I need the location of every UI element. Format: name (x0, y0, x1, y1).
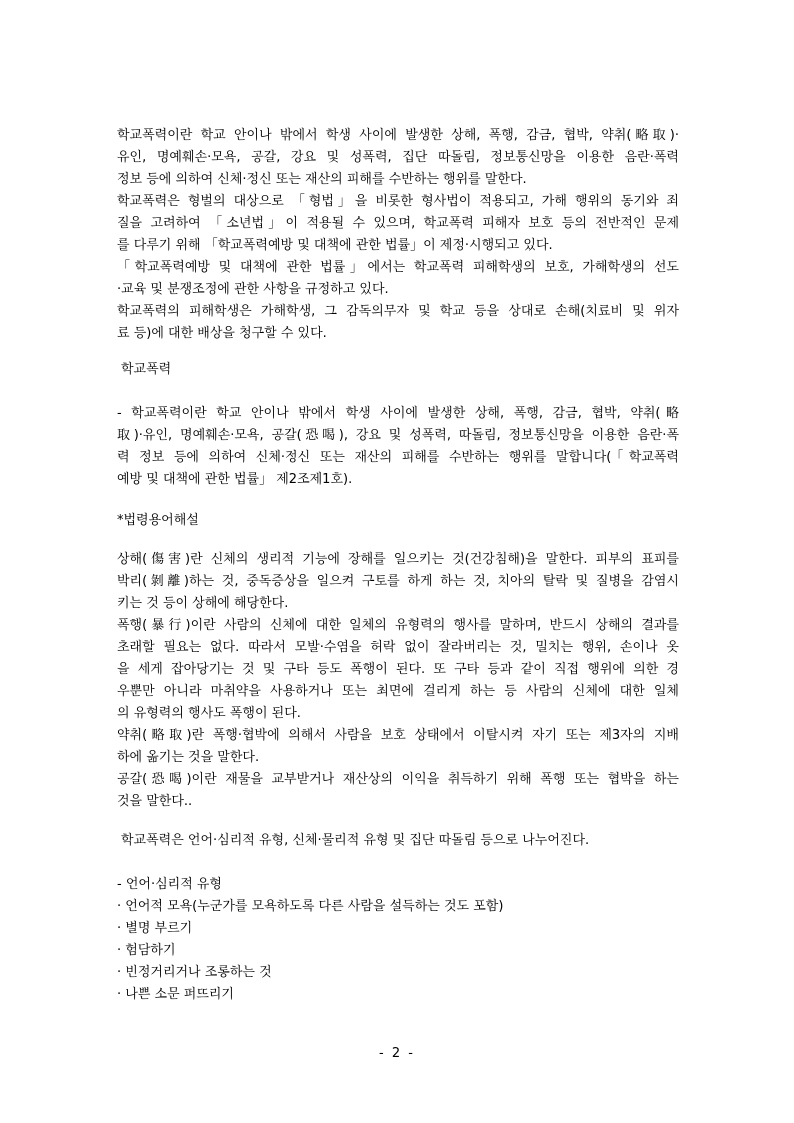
text-line: ·교육 및 분쟁조정에 관한 사항을 규정하고 있다. (117, 282, 389, 297)
text-line: 정보 등에 의하여 신체·정신 또는 재산의 피해를 수반하는 행위를 말한다. (117, 172, 527, 187)
types-heading: - 언어·심리적 유형 (117, 877, 222, 892)
text-line: 학교폭력의 피해학생은 가해학생, 그 감독의무자 및 학교 등을 상대로 손해(치료비 및 위자 (117, 304, 679, 319)
text-line: 예방 및 대책에 관한 법률」 제2조제1호). (117, 472, 353, 487)
intro-paragraph (117, 125, 679, 345)
text-line: 초래할 필요는 없다. 따라서 모발·수염을 허락 없이 잘라버리는 것, 밀치는 행위, 손이나 옷 (117, 640, 679, 655)
text-line: 료 등)에 대한 배상을 청구할 수 있다. (117, 326, 327, 341)
text-line: 取)·유인, 명예훼손·모욕, 공갈(恐喝), 강요 및 성폭력, 따돌림, 정보통신망을 이용한 음란·폭 (117, 428, 679, 443)
text-line: 을 세게 잡아당기는 것 및 구타 등도 폭행이 된다. 또 구타 등과 같이 직접 행위에 의한 경 (117, 662, 679, 677)
text-line: - 학교폭력이란 학교 안이나 밖에서 학생 사이에 발생한 상해, 폭행, 감금, 협박, 약취(略 (117, 406, 679, 421)
text-line: 상해(傷害)란 신체의 생리적 기능에 장해를 일으키는 것(건강침해)을 말한다. 피부의 표피를 (117, 552, 679, 567)
text-line: 유인, 명예훼손·모욕, 공갈, 강요 및 성폭력, 집단 따돌림, 정보통신망을 이용한 음란·폭력 (117, 150, 679, 165)
text-line: 의 유형력의 행사도 폭행이 된다. (117, 706, 301, 721)
text-line: 박리(剝離)하는 것, 중독증상을 일으켜 구토를 하게 하는 것, 치아의 탈락 및 질병을 감염시 (117, 574, 679, 589)
list-item: · 험담하기 (117, 943, 176, 958)
glossary-paragraph (117, 549, 679, 813)
definition-paragraph (117, 403, 679, 491)
list-item: · 빈정거리거나 조롱하는 것 (117, 965, 272, 980)
types-intro: 학교폭력은 언어·심리적 유형, 신체·물리적 유형 및 집단 따돌림 등으로 나누어진다. (121, 833, 590, 848)
glossary-title: *법령용어해설 (117, 513, 199, 528)
text-line: 공갈(恐喝)이란 재물을 교부받거나 재산상의 이익을 취득하기 위해 폭행 또는 협박을 하는 (117, 772, 679, 787)
text-line: 학교폭력이란 학교 안이나 밖에서 학생 사이에 발생한 상해, 폭행, 감금, 협박, 약취(略取)· (117, 128, 679, 143)
text-line: 우뿐만 아니라 마취약을 사용하거나 또는 최면에 걸리게 하는 등 사람의 신체에 대한 일체 (117, 684, 679, 699)
text-line: 키는 것 등이 상해에 해당한다. (117, 596, 289, 611)
text-line: 학교폭력은 형벌의 대상으로 「형법」을 비롯한 형사법이 적용되고, 가해 행위의 동기와 죄 (117, 194, 679, 209)
text-line: 약취(略取)란 폭행·협박에 의해서 사람을 보호 상태에서 이탈시켜 자기 또는 제3자의 지배 (117, 728, 679, 743)
text-line: 하에 옮기는 것을 말한다. (117, 750, 260, 765)
text-line: 를 다루기 위해 「학교폭력예방 및 대책에 관한 법률」이 제정·시행되고 있다. (117, 238, 553, 253)
section-heading: 학교폭력 (121, 362, 172, 377)
page-number: - 2 - (379, 1046, 415, 1061)
list-item: · 나쁜 소문 퍼뜨리기 (117, 987, 234, 1002)
list-item: · 별명 부르기 (117, 921, 193, 936)
list-item: · 언어적 모욕(누군가를 모욕하도록 다른 사람을 설득하는 것도 포함) (117, 899, 504, 914)
types-list (117, 874, 679, 1006)
text-line: 것을 말한다.. (117, 794, 193, 809)
text-line: 폭행(暴行)이란 사람의 신체에 대한 일체의 유형력의 행사를 말하며, 반드시 상해의 결과를 (117, 618, 679, 633)
text-line: 질을 고려하여 「소년법」이 적용될 수 있으며, 학교폭력 피해자 보호 등의 전반적인 문제 (117, 216, 679, 231)
text-line: 력 정보 등에 의하여 신체·정신 또는 재산의 피해를 수반하는 행위를 말합니다(「학교폭력 (117, 450, 679, 465)
text-line: 「학교폭력예방 및 대책에 관한 법률」에서는 학교폭력 피해학생의 보호, 가해학생의 선도 (117, 260, 679, 275)
